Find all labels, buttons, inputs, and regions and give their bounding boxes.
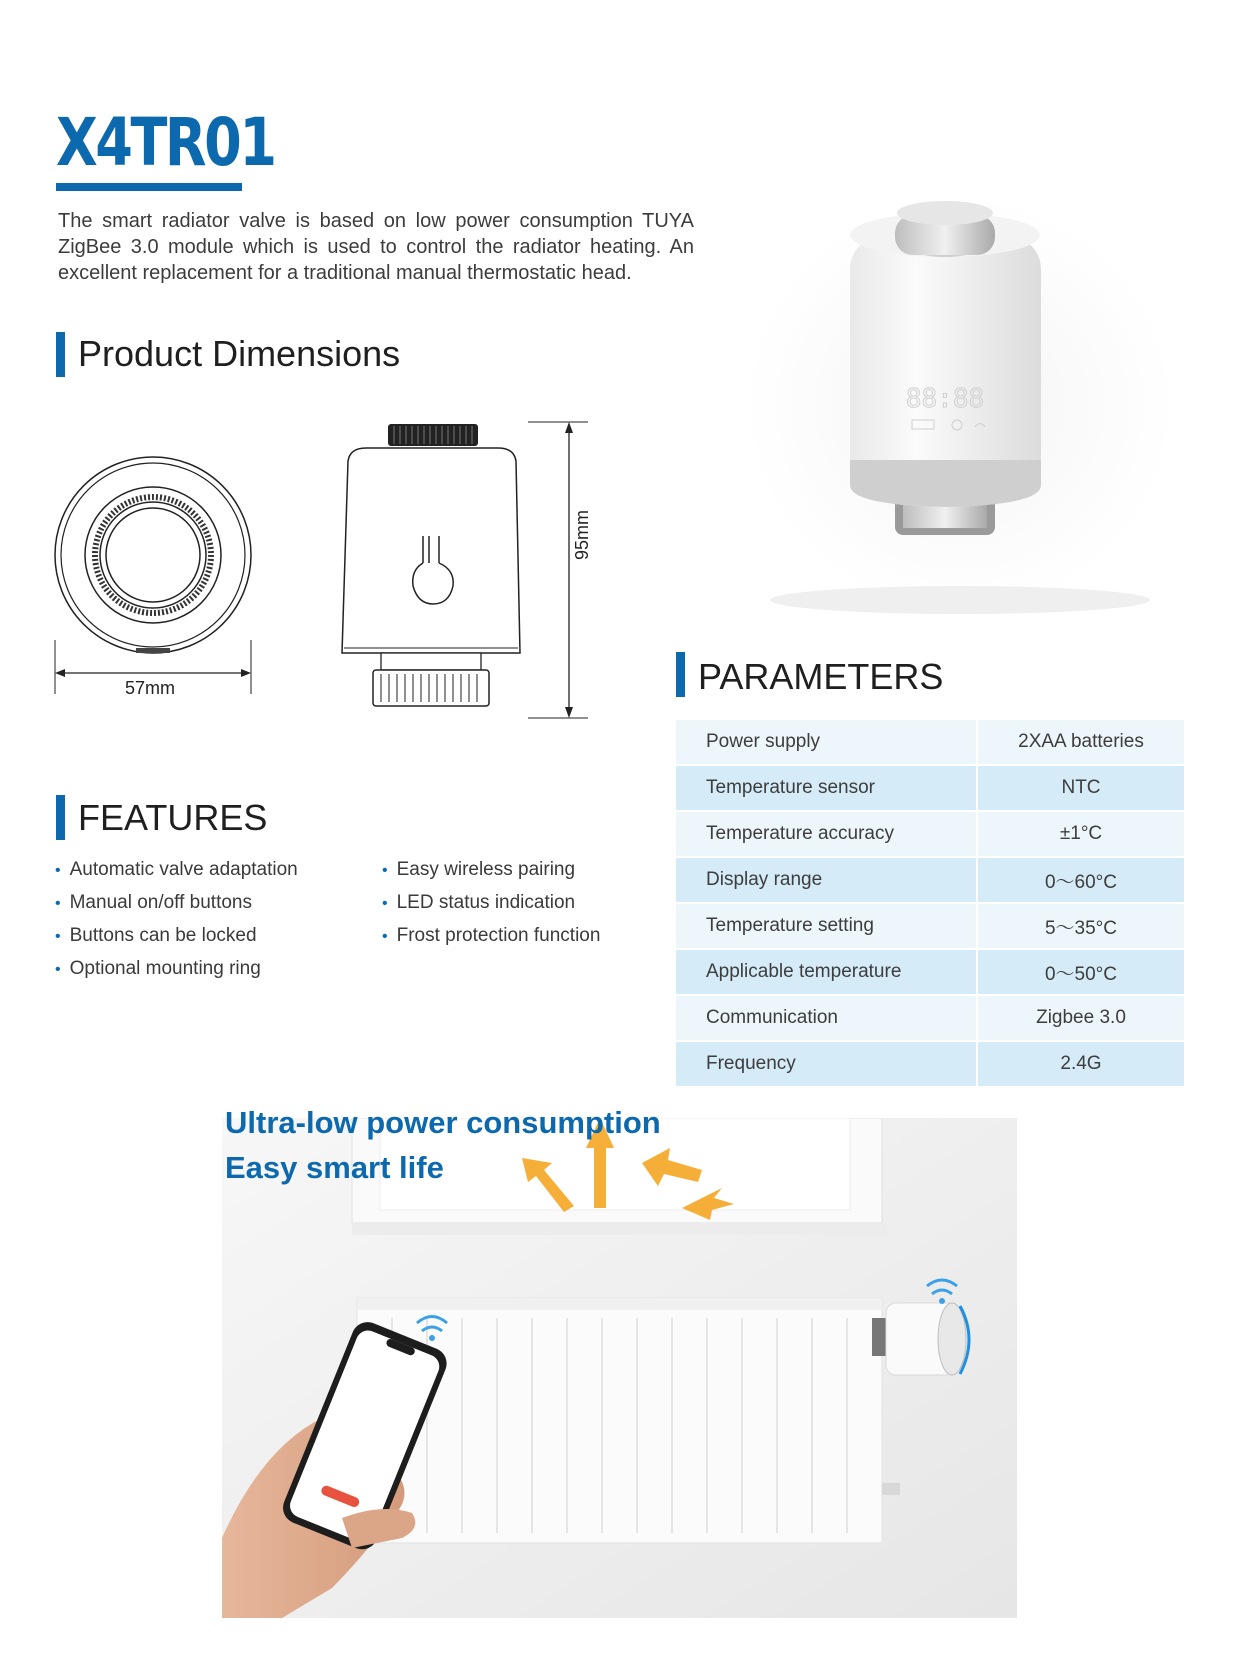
table-row: Applicable temperature 0～50°C xyxy=(676,949,1184,995)
title-underline xyxy=(56,183,242,191)
features-title: FEATURES xyxy=(78,797,268,838)
side-view-drawing xyxy=(336,418,606,728)
table-row: Communication Zigbee 3.0 xyxy=(676,995,1184,1041)
table-row: Temperature accuracy ±1°C xyxy=(676,811,1184,857)
features-list-right xyxy=(382,853,600,952)
section-marker xyxy=(676,652,685,697)
table-row: Temperature setting 5～35°C xyxy=(676,903,1184,949)
product-photo xyxy=(745,195,1175,615)
slogan-line-2: Easy smart life xyxy=(225,1150,444,1185)
height-dimension-label: 95mm xyxy=(572,509,592,560)
top-view-drawing xyxy=(48,450,258,700)
model-title: X4TR01 xyxy=(56,104,275,181)
table-row: Display range 0～60°C xyxy=(676,857,1184,903)
dimensions-title: Product Dimensions xyxy=(78,333,401,374)
list-item: • Buttons can be locked xyxy=(55,925,257,946)
section-marker xyxy=(56,795,65,840)
table-row: Power supply 2XAA batteries xyxy=(676,720,1184,765)
list-item: • Easy wireless pairing xyxy=(382,859,576,880)
features-list-left xyxy=(55,853,298,985)
parameters-title: PARAMETERS xyxy=(698,656,944,697)
list-item: • Manual on/off buttons xyxy=(55,892,253,913)
list-item: • LED status indication xyxy=(382,892,576,913)
parameters-table xyxy=(676,720,1184,1088)
list-item: • Frost protection function xyxy=(382,925,601,946)
list-item: • Automatic valve adaptation xyxy=(55,859,298,880)
radiator-scene xyxy=(222,1118,1017,1618)
section-marker xyxy=(56,332,65,377)
table-row: Frequency 2.4G xyxy=(676,1041,1184,1087)
list-item: • Optional mounting ring xyxy=(55,958,261,979)
intro-paragraph: The smart radiator valve is based on low power consumption TUYA ZigBee 3.0 module which is used to control the radiator heating. An excellent replacement for a traditional manual thermostatic head. xyxy=(58,210,694,284)
display-digits: 88:88 xyxy=(905,384,985,414)
table-row: Temperature sensor NTC xyxy=(676,765,1184,811)
width-dimension-label: 57mm xyxy=(125,678,176,698)
slogan-line-1: Ultra-low power consumption xyxy=(225,1105,661,1140)
